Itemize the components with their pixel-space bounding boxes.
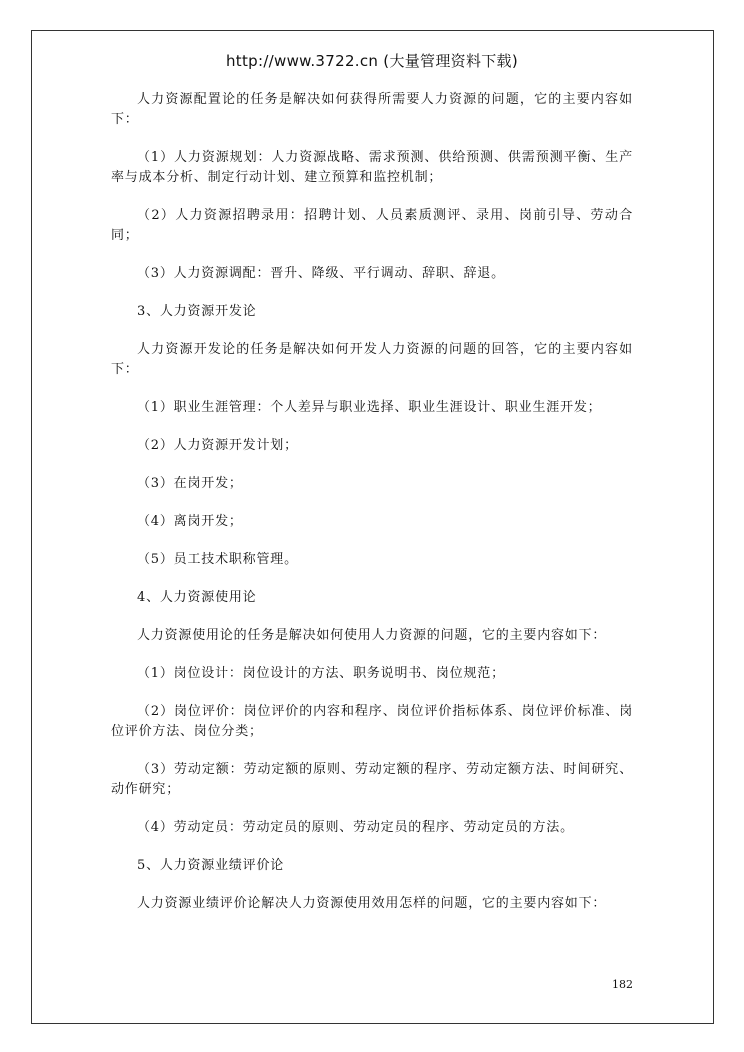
paragraph-on-job-development: （3）在岗开发； [137,476,243,491]
paragraph-hr-planning: （1）人力资源规划：人力资源战略、需求预测、供给预测、供需预测平衡、生产率与成本分析、制定行动计划、建立预算和监控机制； [111,150,633,185]
paragraph-staffing: （4）劳动定员：劳动定员的原则、劳动定员的程序、劳动定员的方法。 [137,820,574,835]
paragraph-career-management: （1）职业生涯管理：个人差异与职业选择、职业生涯设计、职业生涯开发； [137,400,602,415]
section-heading-performance: 5、人力资源业绩评价论 [137,858,285,873]
paragraph-labor-quota: （3）劳动定额：劳动定额的原则、劳动定额的程序、劳动定额方法、时间研究、动作研究； [111,762,633,797]
section-heading-development: 3、人力资源开发论 [137,304,257,319]
paragraph-intro-usage: 人力资源使用论的任务是解决如何使用人力资源的问题，它的主要内容如下： [137,628,607,643]
paragraph-development-plan: （2）人力资源开发计划； [137,438,298,453]
page-header: http://www.3722.cn (大量管理资料下载) [225,52,519,70]
page-number: 182 [612,978,633,991]
paragraph-off-job-development: （4）离岗开发； [137,514,243,529]
paragraph-title-management: （5）员工技术职称管理。 [137,552,298,567]
paragraph-job-evaluation: （2）岗位评价：岗位评价的内容和程序、岗位评价指标体系、岗位评价标准、岗位评价方法、岗位分类； [111,704,633,739]
section-heading-usage: 4、人力资源使用论 [137,590,257,605]
paragraph-hr-allocation: （3）人力资源调配：晋升、降级、平行调动、辞职、辞退。 [137,266,505,281]
paragraph-intro-performance: 人力资源业绩评价论解决人力资源使用效用怎样的问题，它的主要内容如下： [137,896,607,911]
paragraph-hr-recruitment: （2）人力资源招聘录用：招聘计划、人员素质测评、录用、岗前引导、劳动合同； [111,208,633,243]
paragraph-intro-development: 人力资源开发论的任务是解决如何开发人力资源的问题的回答，它的主要内容如下： [111,342,633,377]
paragraph-intro-config: 人力资源配置论的任务是解决如何获得所需要人力资源的问题，它的主要内容如下： [111,92,633,127]
document-body [111,90,633,914]
paragraph-job-design: （1）岗位设计：岗位设计的方法、职务说明书、岗位规范； [137,666,505,681]
